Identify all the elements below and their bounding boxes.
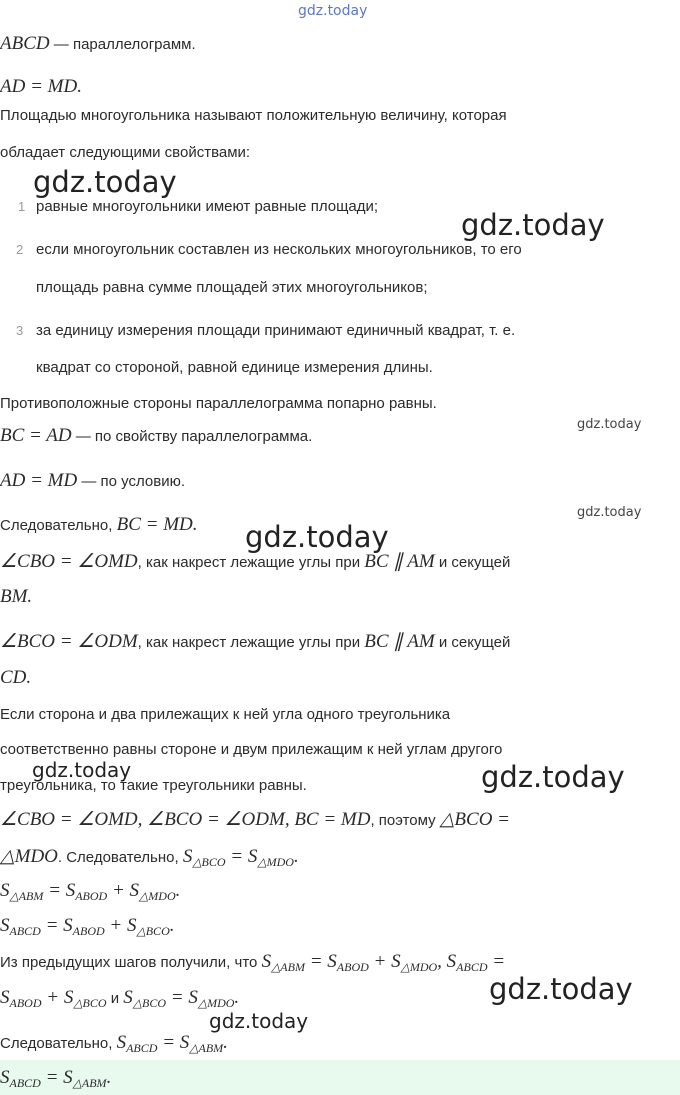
list-item-cont: площадь равна сумме площадей этих многоугольников; xyxy=(36,279,428,296)
line-mdo: △MDO. Следовательно, $S_{\triangle BCO} = S_{\triangle MDO}$. xyxy=(0,846,299,869)
line-bm: BM. xyxy=(0,586,33,607)
watermark: gdz.today xyxy=(209,1009,309,1033)
watermark: gdz.today xyxy=(245,520,389,554)
line-equalities: ∠CBO = ∠OMD, ∠BCO = ∠ODM, BC = MD, поэтому △BCO = xyxy=(0,809,510,830)
final-answer: $S_{ABCD} = S_{\triangle ABM}$. xyxy=(0,1067,112,1090)
line-previous-steps: Из предыдущих шагов получили, что $S_{\triangle ABM} = S_{ABOD} + S_{\triangle MDO}$, $S_{ABCD}$ = xyxy=(0,951,506,974)
line-bc-ad: BC = AD — по свойству параллелограмма. xyxy=(0,425,313,446)
property-line: Противоположные стороны параллелограмма попарно равны. xyxy=(0,395,437,412)
line-therefore: Следовательно, $S_{ABCD} = S_{\triangle ABM}$. xyxy=(0,1032,228,1055)
line-cd: CD. xyxy=(0,667,32,688)
watermark: gdz.today xyxy=(489,972,633,1006)
line-angle-cbo: ∠CBO = ∠OMD, как накрест лежащие углы при BC ∥ AM и секущей xyxy=(0,551,511,572)
line-s-abcd: $S_{ABCD} = S_{ABOD} + S_{\triangle BCO}$. xyxy=(0,915,175,938)
list-item: за единицу измерения площади принимают единичный квадрат, т. е. xyxy=(36,322,516,339)
line-s-abm: $S_{\triangle ABM} = S_{ABOD} + S_{\triangle MDO}$. xyxy=(0,880,181,903)
watermark: gdz.today xyxy=(461,208,605,242)
list-number: 2 xyxy=(16,242,24,257)
criterion-line: Если сторона и два прилежащих к ней угла одного треугольника xyxy=(0,706,451,723)
line-ad-md-cond: AD = MD — по условию. xyxy=(0,470,186,491)
watermark: gdz.today xyxy=(577,505,642,520)
criterion-line: соответственно равны стороне и двум прилежащим к ней углам другого xyxy=(0,741,503,758)
list-number: 1 xyxy=(18,199,26,214)
area-definition-cont: обладает следующими свойствами: xyxy=(0,144,251,161)
watermark: gdz.today xyxy=(481,760,625,794)
watermark: gdz.today xyxy=(32,758,132,782)
line-angle-bco: ∠BCO = ∠ODM, как накрест лежащие углы при BC ∥ AM и секущей xyxy=(0,631,511,652)
watermark-top: gdz.today xyxy=(298,3,368,19)
list-item: если многоугольник составлен из нескольких многоугольников, то его xyxy=(36,241,522,258)
area-definition: Площадью многоугольника называют положительную величину, которая xyxy=(0,107,507,124)
list-item: равные многоугольники имеют равные площади; xyxy=(36,198,379,215)
line-previous-steps-cont: $S_{ABOD} + S_{\triangle BCO}$ и $S_{\triangle BCO} = S_{\triangle MDO}$. xyxy=(0,987,240,1010)
watermark: gdz.today xyxy=(33,165,177,199)
list-number: 3 xyxy=(16,323,24,338)
line-ad-md: AD = MD. xyxy=(0,76,82,97)
line-abcd: ABCD — параллелограмм. xyxy=(0,33,196,54)
criterion-line: треугольника, то такие треугольники равны. xyxy=(0,777,307,794)
line-bc-md: Следовательно, BC = MD. xyxy=(0,514,198,535)
list-item-cont: квадрат со стороной, равной единице измерения длины. xyxy=(36,359,433,376)
watermark: gdz.today xyxy=(577,417,642,432)
